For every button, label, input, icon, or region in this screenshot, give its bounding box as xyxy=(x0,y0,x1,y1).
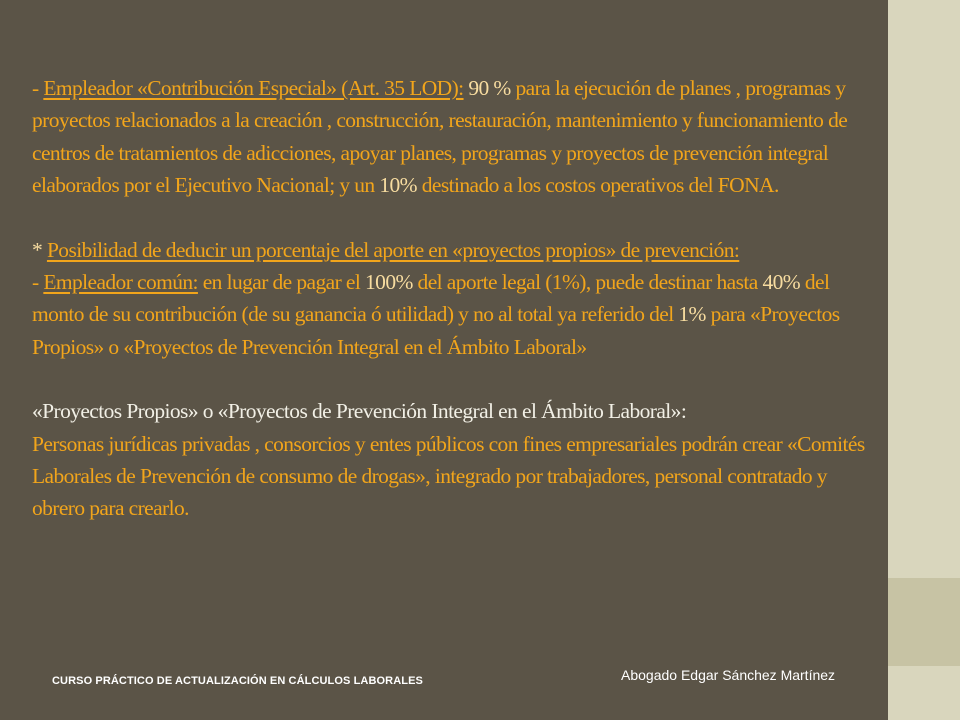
paragraph-text: del aporte legal (1%), puede destinar hasta xyxy=(412,270,763,295)
dash-marker: - xyxy=(32,76,44,100)
proyectos-propios-title: «Proyectos Propios» o «Proyectos de Prevención Integral en el Ámbito Laboral»: xyxy=(32,399,687,424)
percentage-40: 40% xyxy=(762,270,801,295)
paragraph-text: del monto de su contribución (de su ganancia ó utilidad) y no al total ya referido del xyxy=(32,270,830,327)
slide-content xyxy=(32,72,882,525)
paragraph-empleador-comun xyxy=(32,266,882,363)
percentage-10: 10% xyxy=(379,173,417,198)
percentage-100: 100% xyxy=(365,270,413,295)
percentage-1: 1% xyxy=(678,302,706,327)
paragraph-text: para «Proyectos Propios» o «Proyectos de Prevención Integral en el Ámbito Laboral» xyxy=(32,302,840,359)
paragraph-deduccion-heading xyxy=(32,234,882,266)
author-footer: Abogado Edgar Sánchez Martínez xyxy=(621,667,836,683)
empleador-contribucion-link: Empleador «Contribución Especial» (Art. 35 LOD): xyxy=(43,76,464,100)
paragraph-text: para la ejecución de planes , programas y proyectos relacionados a la creación , construcción, restauración, mantenimiento y funcionamiento de centros de tratamientos de adicciones, apoyar planes, programas y proyectos de prevención integral elaborados por el Ejecutivo Nacional; y un xyxy=(32,76,848,198)
empleador-comun-link: Empleador común: xyxy=(43,270,198,295)
asterisk-marker: * xyxy=(32,237,47,262)
paragraph-text: en lugar de pagar el xyxy=(197,270,366,295)
course-footer: CURSO PRÁCTICO DE ACTUALIZACIÓN EN CÁLCULOS LABORALES xyxy=(52,675,423,687)
paragraph-contribucion-especial xyxy=(32,72,882,202)
deduccion-heading: Posibilidad de deducir un porcentaje del aporte en «proyectos propios» de prevención: xyxy=(46,237,740,262)
paragraph-personas-juridicas: Personas jurídicas privadas , consorcios y entes públicos con fines empresariales podrán crear «Comités Laborales de Prevención de consumo de drogas», integrado por trabajadores, personal contratado y obrero para crearlo. xyxy=(32,431,865,521)
percentage-90: 90 % xyxy=(463,76,516,100)
paragraph-text: destinado a los costos operativos del FONA. xyxy=(416,173,779,198)
dash-marker: - xyxy=(32,270,44,295)
sidebar-accent-band xyxy=(888,578,960,666)
